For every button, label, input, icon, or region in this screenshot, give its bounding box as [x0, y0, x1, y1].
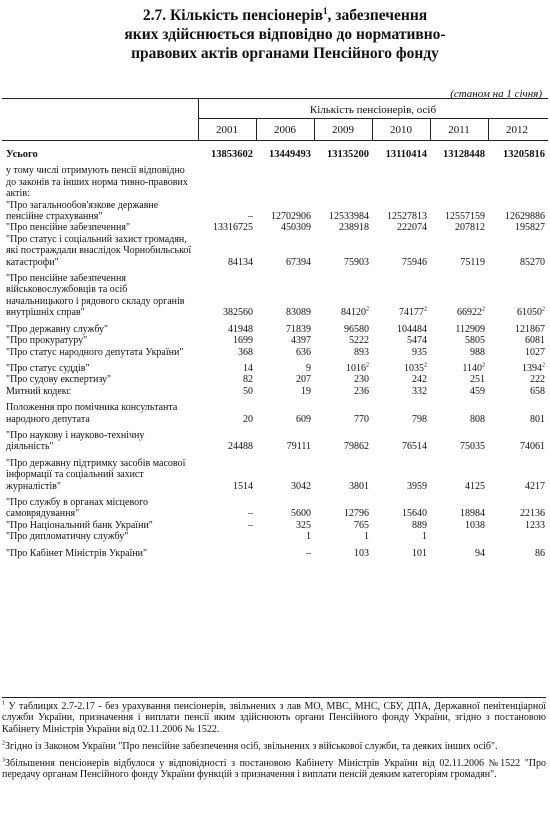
- cell-value: 9: [306, 362, 311, 374]
- title-footnote-mark: 1: [322, 5, 328, 16]
- value-cell: [488, 497, 548, 520]
- value-cell: [198, 374, 256, 385]
- value-cell: [430, 531, 488, 542]
- footnote: [2, 701, 546, 735]
- table-row: [2, 347, 548, 358]
- cell-value: 13205816: [503, 149, 545, 160]
- cell-value: 3959: [407, 480, 427, 492]
- footnote: [2, 758, 546, 781]
- cell-value: 893: [354, 346, 369, 358]
- row-label: Усього: [6, 149, 38, 160]
- value-cell: [372, 335, 430, 346]
- cell-value: 14: [243, 362, 253, 374]
- value-cell: [256, 497, 314, 520]
- cell-value: 222: [530, 374, 545, 386]
- value-cell: [198, 430, 256, 453]
- value-cell: [430, 430, 488, 453]
- table-row: [2, 386, 548, 397]
- value-cell: [256, 531, 314, 542]
- year-header: 2009: [332, 124, 354, 136]
- cell-value: –: [248, 519, 253, 531]
- value-cell: [314, 234, 372, 268]
- value-cell: [372, 200, 430, 223]
- value-cell: [256, 347, 314, 358]
- cell-footnote-mark: 2: [424, 362, 427, 369]
- table-row: [2, 200, 548, 223]
- value-cell: [430, 363, 488, 374]
- cell-value: 207812: [455, 222, 485, 234]
- cell-value: 12796: [344, 508, 369, 520]
- value-cell: [256, 374, 314, 385]
- cell-value: 66922: [457, 307, 482, 319]
- table-body: [2, 143, 548, 559]
- cell-value: 22136: [520, 508, 545, 520]
- value-cell: [372, 234, 430, 268]
- row-label: "Про судову експертизу": [6, 374, 112, 386]
- value-cell: [372, 531, 430, 542]
- table-row: [2, 497, 548, 520]
- footnote-text: Збільшення пенсіонерів відбулося у відповідності з постановою Кабінету Міністрів України від 02.11.2006 №1522 "Про передачу органам Пенсійного фонду України функцій з призначення і виплати пенсій деяким категоріям громадян".: [2, 758, 546, 781]
- row-label: "Про статус і соціальний захист громадян, які постраждали внаслідок Чорнобильської катастрофи": [6, 233, 192, 268]
- cell-value: 75903: [344, 256, 369, 268]
- value-cell: [372, 363, 430, 374]
- value-cell: [372, 402, 430, 425]
- value-cell: [372, 520, 430, 531]
- title-line-2: яких здійснюється відповідно до нормативно-: [124, 26, 446, 43]
- year-header: 2010: [390, 124, 412, 136]
- value-cell: [256, 430, 314, 453]
- cell-value: 79111: [286, 441, 311, 453]
- cell-value: 15640: [402, 508, 427, 520]
- value-cell: [256, 165, 314, 199]
- cell-value: 1: [364, 531, 369, 543]
- value-cell: [372, 430, 430, 453]
- value-cell: [256, 402, 314, 425]
- cell-footnote-mark: 2: [542, 306, 545, 313]
- table-row: [2, 234, 548, 268]
- cell-value: 94: [475, 547, 485, 559]
- value-cell: [198, 458, 256, 492]
- cell-value: 1016: [346, 362, 366, 374]
- value-cell: [314, 531, 372, 542]
- cell-value: 935: [412, 346, 427, 358]
- cell-value: 12702906: [271, 211, 311, 223]
- cell-value: –: [306, 547, 311, 559]
- cell-value: 368: [238, 346, 253, 358]
- cell-value: 83089: [286, 307, 311, 319]
- cell-value: 242: [412, 374, 427, 386]
- cell-value: 74177: [399, 307, 424, 319]
- value-cell: [198, 386, 256, 397]
- value-cell: [372, 347, 430, 358]
- cell-value: 798: [412, 413, 427, 425]
- title-line-3: правових актів органами Пенсійного фонду: [131, 45, 439, 62]
- value-cell: [430, 324, 488, 335]
- cell-value: 658: [530, 385, 545, 397]
- value-cell: [372, 548, 430, 559]
- cell-value: 6081: [525, 335, 545, 347]
- cell-footnote-mark: 2: [366, 306, 369, 313]
- value-cell: [314, 386, 372, 397]
- value-cell: [198, 324, 256, 335]
- cell-value: 74061: [520, 441, 545, 453]
- value-cell: [198, 222, 256, 233]
- value-cell: [256, 363, 314, 374]
- header-mid-rule: [198, 118, 548, 119]
- cell-value: 84134: [228, 256, 253, 268]
- cell-value: 1038: [465, 519, 485, 531]
- cell-footnote-mark: 2: [482, 362, 485, 369]
- cell-value: 4217: [525, 480, 545, 492]
- value-cell: [198, 143, 256, 160]
- cell-value: –: [248, 508, 253, 520]
- value-cell: [314, 548, 372, 559]
- cell-value: 86: [535, 547, 545, 559]
- value-cell: [198, 200, 256, 223]
- cell-footnote-mark: 2: [482, 306, 485, 313]
- cell-value: 104484: [397, 323, 427, 335]
- title-text-a: 2.7. Кількість пенсіонерів: [142, 7, 323, 24]
- row-label: "Про статус народного депутата України": [6, 346, 184, 358]
- cell-value: 251: [470, 374, 485, 386]
- cell-value: 3801: [349, 480, 369, 492]
- cell-value: 13135200: [327, 149, 369, 160]
- cell-footnote-mark: 2: [424, 306, 427, 313]
- cell-value: 12533984: [329, 211, 369, 223]
- value-cell: [198, 165, 256, 199]
- value-cell: [430, 458, 488, 492]
- value-cell: [372, 324, 430, 335]
- year-header: 2011: [448, 124, 470, 136]
- cell-value: 765: [354, 519, 369, 531]
- value-cell: [488, 430, 548, 453]
- value-cell: [256, 143, 314, 160]
- footnote-text: Згідно із Законом України "Про пенсійне забезпечення осіб, звільнених з військової служби, та деяких інших осіб".: [5, 740, 498, 752]
- cell-value: 82: [243, 374, 253, 386]
- value-cell: [488, 458, 548, 492]
- value-cell: [314, 335, 372, 346]
- table-row: [2, 458, 548, 492]
- value-cell: [256, 324, 314, 335]
- value-cell: [198, 497, 256, 520]
- cell-value: 71839: [286, 323, 311, 335]
- value-cell: [430, 548, 488, 559]
- table-row: [2, 430, 548, 453]
- cell-value: 75946: [402, 256, 427, 268]
- value-cell: [198, 363, 256, 374]
- footnote: [2, 741, 546, 752]
- header-group-label: Кількість пенсіонерів, осіб: [309, 104, 437, 116]
- cell-value: 112909: [455, 323, 485, 335]
- cell-value: 222074: [397, 222, 427, 234]
- value-cell: [256, 200, 314, 223]
- value-cell: [372, 222, 430, 233]
- cell-value: 12629886: [505, 211, 545, 223]
- value-cell: [314, 143, 372, 160]
- footnote-number: 3: [2, 757, 5, 764]
- value-cell: [430, 402, 488, 425]
- header-bottom-rule: [2, 140, 548, 141]
- cell-value: 770: [354, 413, 369, 425]
- row-label: "Про наукову і науково-технічну діяльність": [6, 429, 145, 453]
- value-cell: [488, 165, 548, 199]
- value-cell: [488, 234, 548, 268]
- cell-value: 1394: [522, 362, 542, 374]
- value-cell: [488, 520, 548, 531]
- value-cell: [488, 386, 548, 397]
- header-top-rule: [2, 98, 548, 99]
- value-cell: [256, 335, 314, 346]
- footnote-number: 2: [2, 740, 5, 747]
- row-label: "Про прокуратуру": [6, 335, 88, 347]
- cell-value: 450309: [281, 222, 311, 234]
- value-cell: [488, 347, 548, 358]
- value-cell: [372, 497, 430, 520]
- cell-value: 5805: [465, 335, 485, 347]
- cell-footnote-mark: 2: [542, 362, 545, 369]
- cell-footnote-mark: 2: [366, 362, 369, 369]
- value-cell: [430, 335, 488, 346]
- value-cell: [372, 273, 430, 319]
- value-cell: [430, 520, 488, 531]
- value-cell: [314, 200, 372, 223]
- row-label: "Про пенсійне забезпечення": [6, 222, 131, 234]
- cell-value: 1233: [525, 519, 545, 531]
- value-cell: [314, 273, 372, 319]
- value-cell: [430, 165, 488, 199]
- cell-value: 636: [296, 346, 311, 358]
- cell-value: 808: [470, 413, 485, 425]
- cell-value: 609: [296, 413, 311, 425]
- value-cell: [488, 335, 548, 346]
- row-label: "Про державну підтримку засобів масової інформації та соціальний захист журналістів": [6, 457, 186, 492]
- table-row: [2, 531, 548, 542]
- table-title: [60, 6, 510, 63]
- value-cell: [488, 402, 548, 425]
- value-cell: [314, 165, 372, 199]
- cell-value: 889: [412, 519, 427, 531]
- cell-value: 13316725: [213, 222, 253, 234]
- value-cell: [314, 347, 372, 358]
- cell-value: 3042: [291, 480, 311, 492]
- title-line-1: [60, 6, 510, 25]
- value-cell: [372, 374, 430, 385]
- value-cell: [256, 458, 314, 492]
- cell-value: 1514: [233, 480, 253, 492]
- table-row: [2, 548, 548, 559]
- cell-value: 85270: [520, 256, 545, 268]
- cell-value: 5222: [349, 335, 369, 347]
- cell-value: 101: [412, 547, 427, 559]
- cell-value: 801: [530, 413, 545, 425]
- value-cell: [198, 531, 256, 542]
- cell-value: 13128448: [443, 149, 485, 160]
- value-cell: [314, 430, 372, 453]
- cell-value: 84120: [341, 307, 366, 319]
- value-cell: [488, 222, 548, 233]
- cell-value: 76514: [402, 441, 427, 453]
- value-cell: [256, 386, 314, 397]
- value-cell: [314, 324, 372, 335]
- cell-value: 24488: [228, 441, 253, 453]
- value-cell: [198, 273, 256, 319]
- value-cell: [430, 497, 488, 520]
- value-cell: [256, 234, 314, 268]
- value-cell: [198, 402, 256, 425]
- cell-value: 13853602: [211, 149, 253, 160]
- cell-value: 1027: [525, 346, 545, 358]
- footnote-text: У таблицях 2.7-2.17 - без урахування пенсіонерів, звільнених з лав МО, МВС, МНС, СБУ, ДПА, Державної пенітенціарної служби України, призначення і виплати пенсії яким здійснюють органи Пенсійного фонду України, згідно з постановою Кабінету Міністрів України від 02.11.2006 № 1522.: [2, 701, 546, 735]
- value-cell: [488, 273, 548, 319]
- table-row: [2, 520, 548, 531]
- cell-value: 382560: [223, 307, 253, 319]
- cell-value: 12527813: [387, 211, 427, 223]
- table-row: [2, 222, 548, 233]
- value-cell: [488, 548, 548, 559]
- value-cell: [488, 374, 548, 385]
- row-label: "Про загальнообов'язкове державне пенсійне страхування": [6, 199, 159, 223]
- value-cell: [372, 143, 430, 160]
- value-cell: [314, 520, 372, 531]
- value-cell: [430, 374, 488, 385]
- cell-value: 236: [354, 385, 369, 397]
- row-label: "Про статус суддів": [6, 362, 90, 374]
- value-cell: [488, 143, 548, 160]
- cell-value: 459: [470, 385, 485, 397]
- value-cell: [314, 374, 372, 385]
- table-row: [2, 324, 548, 335]
- value-cell: [256, 520, 314, 531]
- cell-value: 18984: [460, 508, 485, 520]
- value-cell: [314, 363, 372, 374]
- value-cell: [488, 324, 548, 335]
- value-cell: [430, 222, 488, 233]
- cell-value: 50: [243, 385, 253, 397]
- value-cell: [198, 520, 256, 531]
- row-label: "Про Національний банк України": [6, 519, 153, 531]
- cell-value: 20: [243, 413, 253, 425]
- row-label: "Про пенсійне забезпечення військовослужбовців та осіб начальницького і рядового складу органів внутрішніх справ": [6, 273, 185, 319]
- row-label: Митний кодекс: [6, 385, 71, 397]
- year-header: 2006: [274, 124, 296, 136]
- as-of-note: (станом на 1 січня): [450, 88, 542, 100]
- value-cell: [314, 402, 372, 425]
- cell-value: 4397: [291, 335, 311, 347]
- value-cell: [430, 273, 488, 319]
- title-text-b: , забезпечення: [327, 7, 428, 24]
- value-cell: [314, 222, 372, 233]
- table-row: [2, 374, 548, 385]
- cell-value: 1: [306, 531, 311, 543]
- value-cell: [430, 234, 488, 268]
- table-row: [2, 165, 548, 199]
- cell-value: 988: [470, 346, 485, 358]
- value-cell: [488, 531, 548, 542]
- cell-value: 5600: [291, 508, 311, 520]
- row-label: "Про дипломатичну службу": [6, 531, 129, 543]
- value-cell: [430, 143, 488, 160]
- cell-value: 121867: [515, 323, 545, 335]
- year-header: 2012: [506, 124, 528, 136]
- cell-value: 103: [354, 547, 369, 559]
- value-cell: [488, 363, 548, 374]
- value-cell: [430, 386, 488, 397]
- cell-value: 96580: [344, 323, 369, 335]
- table-row: [2, 402, 548, 425]
- year-header: 2001: [216, 124, 238, 136]
- cell-value: 238918: [339, 222, 369, 234]
- value-cell: [314, 458, 372, 492]
- cell-value: 79862: [344, 441, 369, 453]
- cell-value: 1140: [462, 362, 482, 374]
- value-cell: [430, 347, 488, 358]
- value-cell: [198, 335, 256, 346]
- cell-value: 4125: [465, 480, 485, 492]
- cell-value: 67394: [286, 256, 311, 268]
- value-cell: [372, 458, 430, 492]
- cell-value: 1699: [233, 335, 253, 347]
- value-cell: [198, 548, 256, 559]
- value-cell: [256, 222, 314, 233]
- cell-value: 230: [354, 374, 369, 386]
- cell-value: 75035: [460, 441, 485, 453]
- cell-value: 325: [296, 519, 311, 531]
- cell-value: 12557159: [445, 211, 485, 223]
- value-cell: [256, 273, 314, 319]
- table-row: [2, 335, 548, 346]
- pensioners-table: [2, 143, 548, 559]
- table-row: [2, 363, 548, 374]
- row-label: Положення про помічника консультанта народного депутата: [6, 402, 178, 425]
- value-cell: [256, 548, 314, 559]
- table-row: [2, 273, 548, 319]
- value-cell: [314, 497, 372, 520]
- cell-value: 1: [422, 531, 427, 543]
- cell-value: 13449493: [269, 149, 311, 160]
- total-row: [2, 143, 548, 160]
- cell-value: 195827: [515, 222, 545, 234]
- cell-value: 207: [296, 374, 311, 386]
- row-label: у тому числі отримують пенсії відповідно до законів та інших норма тивно-правових актів:: [6, 165, 188, 200]
- value-cell: [372, 386, 430, 397]
- cell-value: 75119: [460, 256, 485, 268]
- value-cell: [488, 200, 548, 223]
- value-cell: [198, 234, 256, 268]
- value-cell: [372, 165, 430, 199]
- cell-value: 13110414: [385, 149, 427, 160]
- cell-value: 332: [412, 385, 427, 397]
- cell-value: 41948: [228, 323, 253, 335]
- value-cell: [198, 347, 256, 358]
- row-label: "Про державну службу": [6, 323, 109, 335]
- cell-value: 61050: [517, 307, 542, 319]
- value-cell: [430, 200, 488, 223]
- footnote-number: 1: [2, 700, 5, 707]
- row-label: "Про Кабінет Міністрів України": [6, 547, 148, 559]
- cell-value: 5474: [407, 335, 427, 347]
- row-label: "Про службу в органах місцевого самоврядування": [6, 496, 148, 520]
- cell-value: 19: [301, 385, 311, 397]
- cell-value: 1035: [404, 362, 424, 374]
- footnotes: [2, 697, 546, 787]
- cell-value: –: [248, 211, 253, 223]
